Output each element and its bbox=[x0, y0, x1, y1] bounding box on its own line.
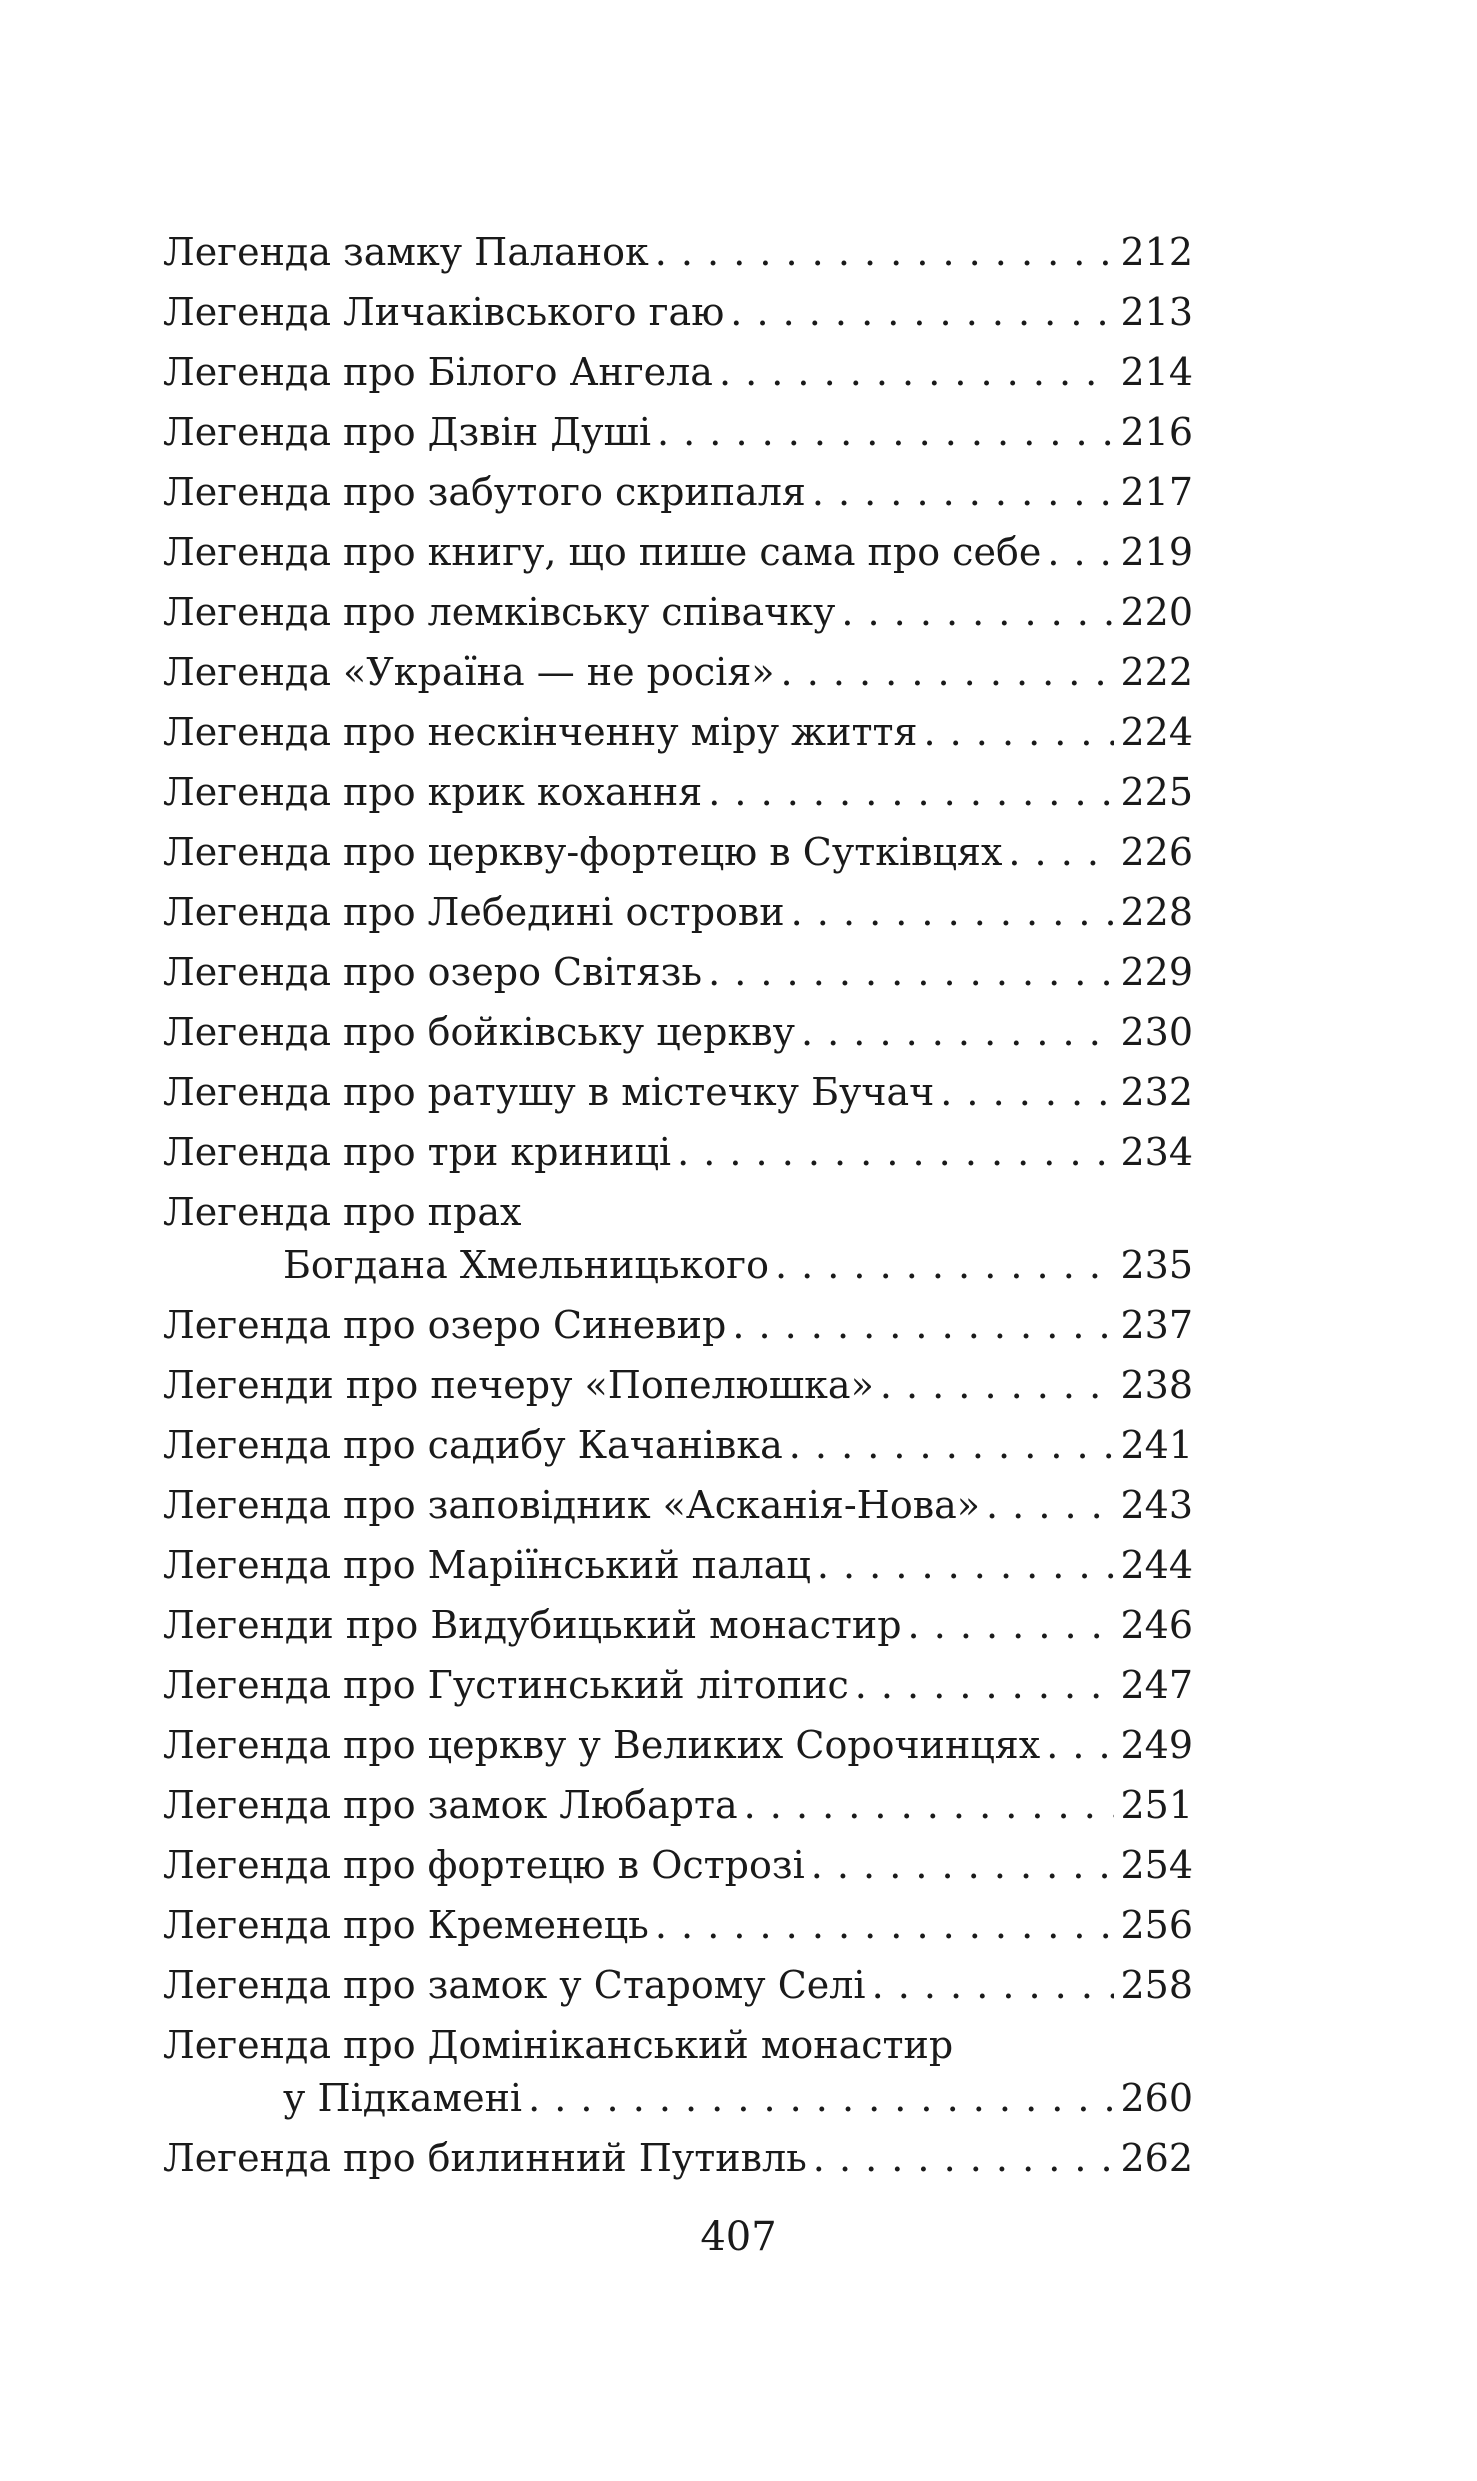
toc-entry bbox=[163, 1415, 1193, 1475]
toc-entry bbox=[163, 402, 1193, 462]
dot-leader bbox=[655, 1895, 1115, 1955]
dot-leader bbox=[880, 1355, 1115, 1415]
toc-entry-page: 251 bbox=[1120, 1783, 1193, 1827]
toc-entry-title: Легенда про крик кохання bbox=[163, 770, 703, 814]
dot-leader bbox=[719, 342, 1115, 402]
toc-entry-page: 214 bbox=[1120, 350, 1193, 394]
toc-entry bbox=[163, 642, 1193, 702]
toc-entry-title: Легенди про Видубицький монастир bbox=[163, 1603, 902, 1647]
toc-entry bbox=[163, 702, 1193, 762]
toc-entry bbox=[163, 222, 1193, 282]
dot-leader bbox=[677, 1122, 1114, 1182]
dot-leader bbox=[528, 2068, 1114, 2128]
toc-entry-page: 249 bbox=[1120, 1723, 1193, 1767]
toc-entry-page: 256 bbox=[1120, 1903, 1193, 1947]
toc-entry bbox=[163, 762, 1193, 822]
toc-entry-title: Легенда про озеро Синевир bbox=[163, 1303, 727, 1347]
toc-entry-title: Легенда про церкву у Великих Сорочинцях bbox=[163, 1723, 1041, 1767]
toc-entry bbox=[163, 462, 1193, 522]
dot-leader bbox=[781, 642, 1115, 702]
dot-leader bbox=[1047, 522, 1114, 582]
dot-leader bbox=[1046, 1715, 1114, 1775]
toc-entry bbox=[163, 342, 1193, 402]
toc-entry bbox=[163, 522, 1193, 582]
toc-entry-page: 244 bbox=[1120, 1543, 1193, 1587]
toc-entry-title-line1: Легенда про Домініканський монастир bbox=[163, 2023, 954, 2067]
dot-leader bbox=[789, 1415, 1115, 1475]
toc-entry-title: Легенда Личаківського гаю bbox=[163, 290, 725, 334]
toc-entry-title: Легенда про Лебедині острови bbox=[163, 890, 785, 934]
toc-entry-title: Легенда про три криниці bbox=[163, 1130, 672, 1174]
toc-entry-title: Легенда про Маріїнський палац bbox=[163, 1543, 811, 1587]
dot-leader bbox=[791, 882, 1115, 942]
toc-entry-page: 247 bbox=[1120, 1663, 1193, 1707]
toc-entry-title: Легенда про Густинський літопис bbox=[163, 1663, 849, 1707]
toc-entry-title: Легенда про заповідник «Асканія-Нова» bbox=[163, 1483, 980, 1527]
toc-entry-title: Легенда про нескінченну міру життя bbox=[163, 710, 918, 754]
toc-entry-page: 246 bbox=[1120, 1603, 1193, 1647]
dot-leader bbox=[657, 402, 1114, 462]
dot-leader bbox=[813, 2128, 1115, 2188]
toc-entry bbox=[163, 2015, 1193, 2128]
toc-entry-page: 237 bbox=[1120, 1303, 1193, 1347]
toc-entry bbox=[163, 1182, 1193, 1295]
toc-entry bbox=[163, 2128, 1193, 2188]
toc-entry-title: Легенда «Україна — не росія» bbox=[163, 650, 775, 694]
toc-entry bbox=[163, 822, 1193, 882]
toc-entry-page: 226 bbox=[1120, 830, 1193, 874]
dot-leader bbox=[708, 942, 1114, 1002]
dot-leader bbox=[940, 1062, 1114, 1122]
dot-leader bbox=[1008, 822, 1114, 882]
toc-entry bbox=[163, 1895, 1193, 1955]
toc-entry-page: 228 bbox=[1120, 890, 1193, 934]
toc-entry-title: Легенда про церкву-фортецю в Сутківцях bbox=[163, 830, 1003, 874]
toc-entry bbox=[163, 1002, 1193, 1062]
toc-entry-page: 217 bbox=[1120, 470, 1193, 514]
toc-entry-page: 225 bbox=[1120, 770, 1193, 814]
dot-leader bbox=[841, 582, 1114, 642]
toc-entry bbox=[163, 582, 1193, 642]
toc-entry-title: у Підкамені bbox=[283, 2076, 523, 2120]
toc-entry-page: 232 bbox=[1120, 1070, 1193, 1114]
dot-leader bbox=[923, 702, 1114, 762]
toc-entry-title: Легенда про Білого Ангела bbox=[163, 350, 713, 394]
toc-entry-page: 234 bbox=[1120, 1130, 1193, 1174]
dot-leader bbox=[708, 762, 1114, 822]
toc-entry-title: Легенда про Кременець bbox=[163, 1903, 649, 1947]
dot-leader bbox=[732, 1295, 1114, 1355]
toc-entry-page: 243 bbox=[1120, 1483, 1193, 1527]
toc-entry bbox=[163, 882, 1193, 942]
table-of-contents bbox=[163, 222, 1193, 2188]
toc-entry-page: 262 bbox=[1120, 2136, 1193, 2180]
dot-leader bbox=[744, 1775, 1115, 1835]
dot-leader bbox=[986, 1475, 1114, 1535]
toc-entry-title: Легенда про ратушу в містечку Бучач bbox=[163, 1070, 935, 1114]
dot-leader bbox=[775, 1235, 1115, 1295]
toc-entry-page: 260 bbox=[1120, 2076, 1193, 2120]
toc-entry bbox=[163, 1595, 1193, 1655]
toc-entry bbox=[163, 1835, 1193, 1895]
toc-entry bbox=[163, 1655, 1193, 1715]
toc-entry-page: 220 bbox=[1120, 590, 1193, 634]
toc-entry-page: 224 bbox=[1120, 710, 1193, 754]
toc-entry-title: Легенда про лемківську співачку bbox=[163, 590, 836, 634]
toc-entry-title: Легенда про замок Любарта bbox=[163, 1783, 738, 1827]
dot-leader bbox=[812, 462, 1115, 522]
toc-entry-page: 235 bbox=[1120, 1243, 1193, 1287]
toc-entry-page: 241 bbox=[1120, 1423, 1193, 1467]
toc-entry bbox=[163, 1715, 1193, 1775]
dot-leader bbox=[855, 1655, 1115, 1715]
dot-leader bbox=[872, 1955, 1115, 2015]
toc-entry-page: 213 bbox=[1120, 290, 1193, 334]
toc-entry-title: Легенда про бойківську церкву bbox=[163, 1010, 795, 1054]
toc-entry bbox=[163, 282, 1193, 342]
toc-entry bbox=[163, 1355, 1193, 1415]
toc-entry-page: 229 bbox=[1120, 950, 1193, 994]
toc-entry bbox=[163, 1122, 1193, 1182]
dot-leader bbox=[730, 282, 1114, 342]
toc-entry-title: Легенди про печеру «Попелюшка» bbox=[163, 1363, 874, 1407]
toc-entry bbox=[163, 1295, 1193, 1355]
toc-entry-page: 212 bbox=[1120, 230, 1193, 274]
toc-entry-page: 216 bbox=[1120, 410, 1193, 454]
toc-entry-page: 230 bbox=[1120, 1010, 1193, 1054]
toc-entry bbox=[163, 1775, 1193, 1835]
toc-entry-title: Легенда про фортецю в Острозі bbox=[163, 1843, 805, 1887]
toc-entry bbox=[163, 1475, 1193, 1535]
dot-leader bbox=[817, 1535, 1115, 1595]
toc-entry bbox=[163, 1955, 1193, 2015]
toc-entry-page: 238 bbox=[1120, 1363, 1193, 1407]
dot-leader bbox=[908, 1595, 1115, 1655]
toc-entry-title: Богдана Хмельницького bbox=[283, 1243, 769, 1287]
dot-leader bbox=[811, 1835, 1115, 1895]
toc-entry-page: 254 bbox=[1120, 1843, 1193, 1887]
toc-entry-title: Легенда про забутого скрипаля bbox=[163, 470, 806, 514]
toc-entry bbox=[163, 1535, 1193, 1595]
dot-leader bbox=[655, 222, 1115, 282]
toc-entry bbox=[163, 1062, 1193, 1122]
toc-entry-title: Легенда замку Паланок bbox=[163, 230, 649, 274]
toc-entry bbox=[163, 942, 1193, 1002]
toc-entry-title: Легенда про билинний Путивль bbox=[163, 2136, 807, 2180]
toc-entry-title: Легенда про Дзвін Душі bbox=[163, 410, 651, 454]
toc-entry-page: 222 bbox=[1120, 650, 1193, 694]
toc-entry-title-line1: Легенда про прах bbox=[163, 1190, 522, 1234]
toc-entry-page: 258 bbox=[1120, 1963, 1193, 2007]
toc-entry-title: Легенда про садибу Качанівка bbox=[163, 1423, 783, 1467]
toc-entry-title: Легенда про озеро Світязь bbox=[163, 950, 703, 994]
page-number: 407 bbox=[700, 2214, 777, 2260]
toc-entry-title: Легенда про книгу, що пише сама про себе bbox=[163, 530, 1042, 574]
toc-entry-title: Легенда про замок у Старому Селі bbox=[163, 1963, 866, 2007]
toc-entry-page: 219 bbox=[1120, 530, 1193, 574]
dot-leader bbox=[801, 1002, 1115, 1062]
